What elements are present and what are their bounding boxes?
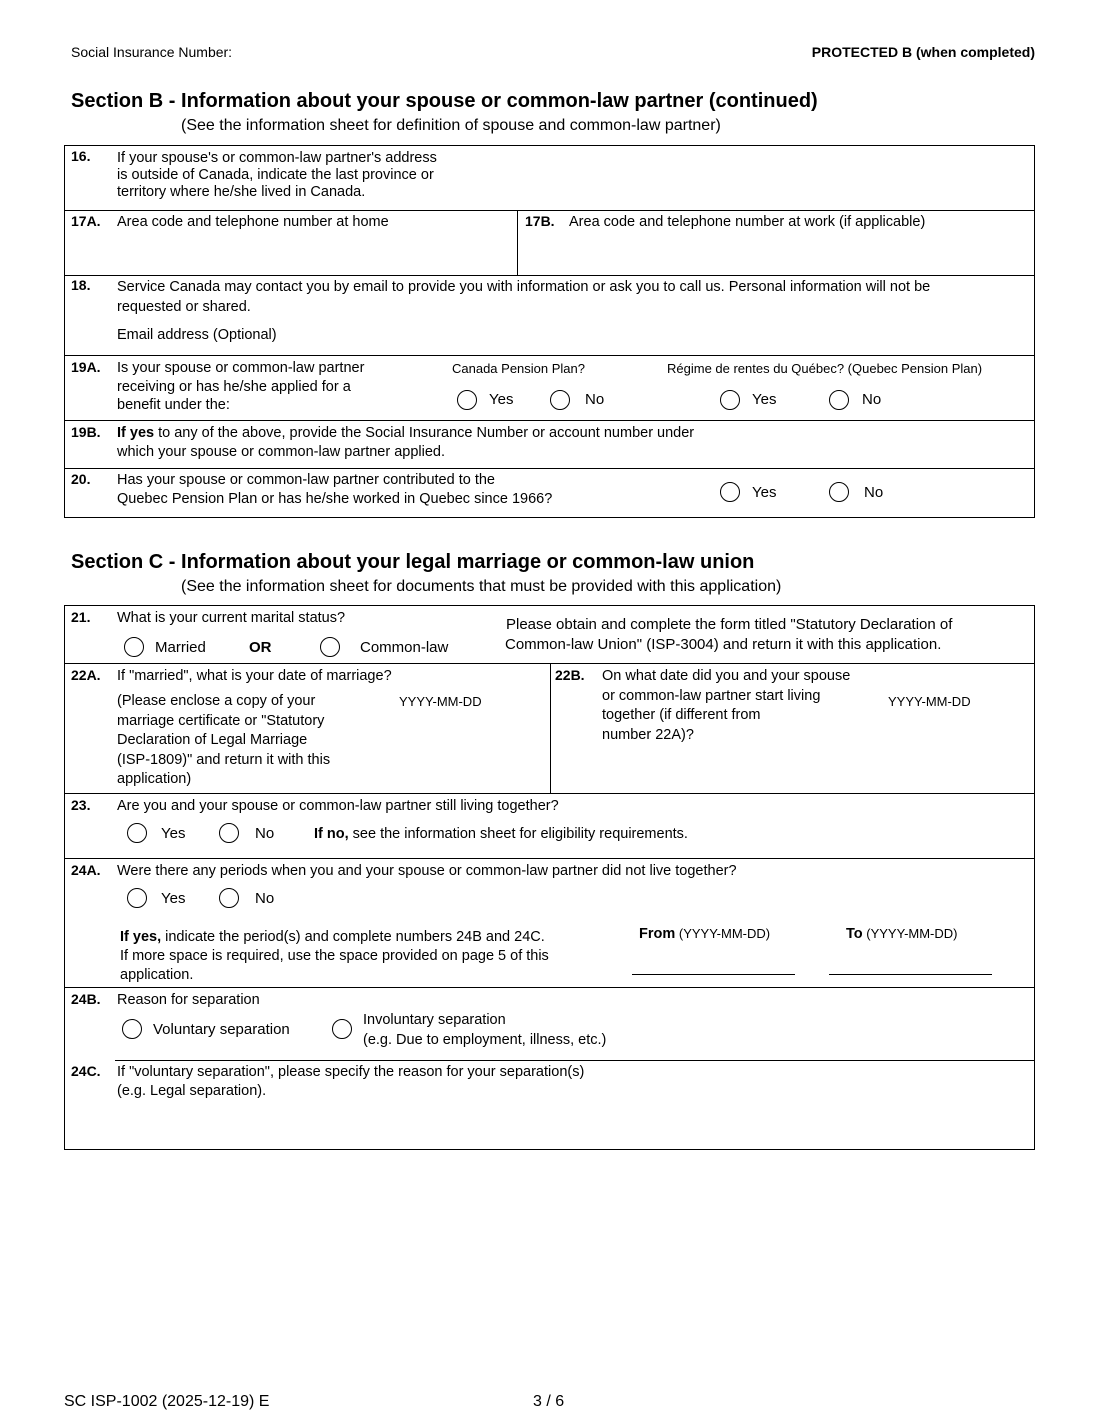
- common-law-label: Common-law: [360, 639, 449, 656]
- q24c-number: 24C.: [71, 1063, 101, 1079]
- form-id: SC ISP-1002 (2025-12-19) E: [64, 1393, 270, 1410]
- q19a-label: Is your spouse or common-law partner receiving or has he/she applied for a benefit under the:: [117, 360, 365, 413]
- q24a-yes-radio[interactable]: [127, 888, 147, 908]
- q21-label: What is your current marital status?: [117, 610, 346, 626]
- cpp-no-label: No: [585, 391, 605, 408]
- q23-no-label: No: [255, 825, 275, 842]
- q22b-label: On what date did you and your spouse or common-law partner start living together (if different from number 22A)?: [602, 668, 851, 743]
- email-input[interactable]: [305, 324, 1005, 346]
- section-c-subtitle: (See the information sheet for documents that must be provided with this application): [181, 578, 782, 595]
- qpp-label: Régime de rentes du Québec? (Quebec Pension Plan): [667, 361, 983, 376]
- cpp-yes-radio[interactable]: [457, 390, 477, 410]
- q20-no-label: No: [864, 484, 884, 501]
- qpp-yes-radio[interactable]: [720, 390, 740, 410]
- section-c-table: [64, 605, 1035, 1150]
- q24b-label: Reason for separation: [117, 992, 260, 1008]
- q20-label: Has your spouse or common-law partner contributed to the Quebec Pension Plan or has he/she worked in Quebec since 1966?: [117, 472, 553, 507]
- protected-label: PROTECTED B (when completed): [811, 44, 1035, 60]
- q17a-number: 17A.: [71, 213, 101, 229]
- qpp-no-radio[interactable]: [829, 390, 849, 410]
- cpp-yes-label: Yes: [489, 391, 514, 408]
- q20-number: 20.: [71, 471, 91, 487]
- from-label: From (YYYY-MM-DD): [639, 926, 771, 942]
- q17b-label: Area code and telephone number at work (if applicable): [569, 214, 926, 230]
- q17a-label: Area code and telephone number at home: [117, 214, 389, 230]
- section-c-title: Section C - Information about your legal marriage or common-law union: [71, 551, 755, 573]
- to-date-input[interactable]: [829, 952, 991, 972]
- q23-note: If no, see the information sheet for eligibility requirements.: [314, 826, 688, 842]
- q18-number: 18.: [71, 277, 91, 293]
- married-radio[interactable]: [124, 637, 144, 657]
- common-law-radio[interactable]: [320, 637, 340, 657]
- q22a-number: 22A.: [71, 667, 101, 683]
- q23-label: Are you and your spouse or common-law partner still living together?: [117, 798, 559, 814]
- q22b-number: 22B.: [555, 667, 585, 683]
- q18-label: Service Canada may contact you by email to provide you with information or ask you to call us. Personal information will not be requested or shared.: [117, 279, 931, 315]
- q24a-no-radio[interactable]: [219, 888, 239, 908]
- section-b-title: Section B - Information about your spouse or common-law partner (continued): [71, 90, 818, 112]
- separation-reason-textarea[interactable]: [117, 1104, 1022, 1144]
- q20-no-radio[interactable]: [829, 482, 849, 502]
- involuntary-radio[interactable]: [332, 1019, 352, 1039]
- work-phone-input[interactable]: [569, 238, 1019, 262]
- q22a-label: If "married", what is your date of marriage?: [117, 668, 392, 684]
- qpp-no-label: No: [862, 391, 882, 408]
- q24a-yes-label: Yes: [161, 890, 186, 907]
- q23-number: 23.: [71, 797, 91, 813]
- q16-label: If your spouse's or common-law partner's address is outside of Canada, indicate the last province or territory where he/she lived in Canada.: [117, 150, 437, 200]
- q22a-date-format: YYYY-MM-DD: [399, 694, 482, 709]
- q19b-sin-input[interactable]: [785, 442, 1025, 462]
- q19b-label: If yes to any of the above, provide the Social Insurance Number or account number under which your spouse or common-law partner applied.: [117, 425, 695, 460]
- q23-yes-label: Yes: [161, 825, 186, 842]
- q20-yes-label: Yes: [752, 484, 777, 501]
- sin-label: Social Insurance Number:: [71, 44, 233, 60]
- cpp-no-radio[interactable]: [550, 390, 570, 410]
- q22a-note: (Please enclose a copy of your marriage certificate or "Statutory Declaration of Legal Marriage (ISP-1809)" and return it with this application): [117, 693, 331, 787]
- q24a-note: If yes, indicate the period(s) and complete numbers 24B and 24C. If more space is required, use the space provided on page 5 of this application.: [120, 929, 549, 983]
- living-together-date-input[interactable]: [875, 716, 1015, 738]
- to-label: To (YYYY-MM-DD): [846, 926, 958, 942]
- home-phone-input[interactable]: [117, 238, 507, 262]
- q24b-number: 24B.: [71, 991, 101, 1007]
- qpp-yes-label: Yes: [752, 391, 777, 408]
- q17b-number: 17B.: [525, 213, 555, 229]
- q22b-date-format: YYYY-MM-DD: [888, 694, 971, 709]
- from-date-input[interactable]: [632, 952, 794, 972]
- marriage-date-input[interactable]: [385, 716, 525, 738]
- q16-number: 16.: [71, 148, 91, 164]
- q24a-label: Were there any periods when you and your spouse or common-law partner did not live together?: [117, 863, 737, 879]
- q24c-label: If "voluntary separation", please specify the reason for your separation(s) (e.g. Legal separation).: [117, 1064, 585, 1099]
- q19b-number: 19B.: [71, 424, 101, 440]
- email-label: Email address (Optional): [117, 327, 277, 343]
- section-b-table: [64, 145, 1035, 518]
- q19a-number: 19A.: [71, 359, 101, 375]
- voluntary-radio[interactable]: [122, 1019, 142, 1039]
- page-number: 3 / 6: [533, 1393, 565, 1410]
- q16-province-input[interactable]: [525, 166, 1025, 190]
- married-label: Married: [155, 639, 206, 656]
- q23-no-radio[interactable]: [219, 823, 239, 843]
- cpp-label: Canada Pension Plan?: [452, 361, 585, 376]
- q21-number: 21.: [71, 609, 91, 625]
- q21-note: Please obtain and complete the form titled "Statutory Declaration of Common-law Union" (ISP-3004) and return it with this application.: [505, 616, 953, 653]
- q24a-no-label: No: [255, 890, 275, 907]
- q23-yes-radio[interactable]: [127, 823, 147, 843]
- or-label: OR: [249, 639, 272, 656]
- q24a-number: 24A.: [71, 862, 101, 878]
- voluntary-label: Voluntary separation: [153, 1021, 290, 1038]
- involuntary-label: Involuntary separation (e.g. Due to employment, illness, etc.): [363, 1012, 607, 1048]
- q20-yes-radio[interactable]: [720, 482, 740, 502]
- section-b-subtitle: (See the information sheet for definition of spouse and common-law partner): [181, 117, 721, 134]
